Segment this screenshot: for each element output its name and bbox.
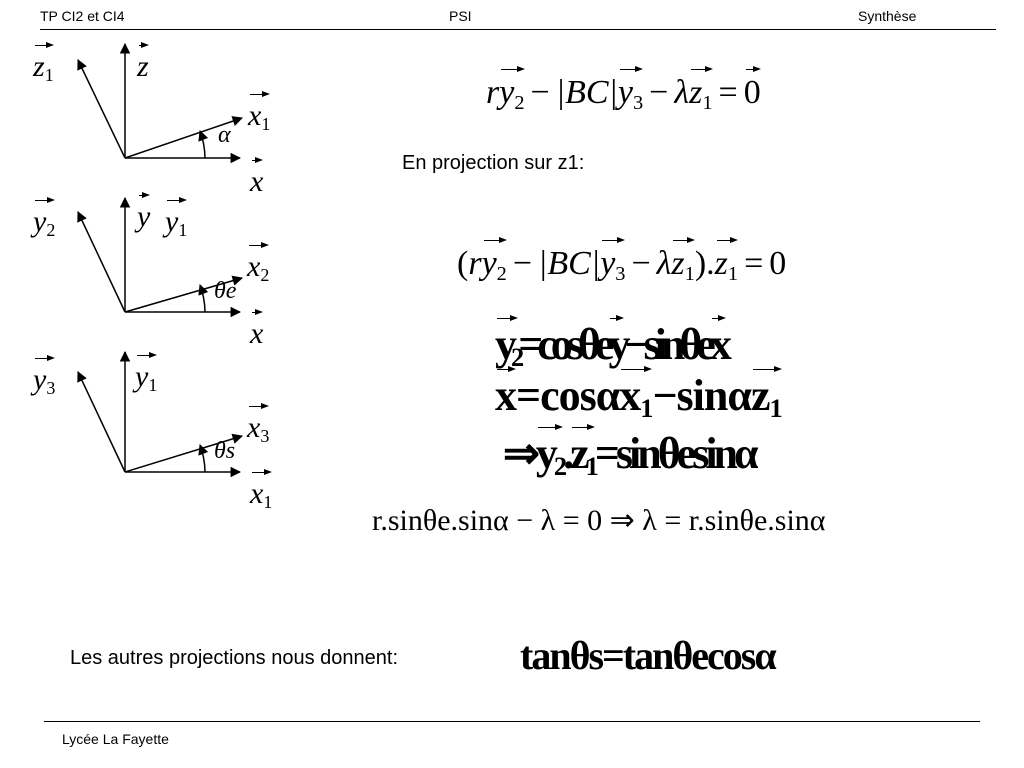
step-term: . bbox=[563, 429, 571, 478]
subscript: 2 bbox=[260, 265, 270, 286]
vector-symbol bbox=[33, 42, 54, 86]
label-y2 bbox=[33, 197, 56, 241]
eq-r: r bbox=[468, 245, 482, 282]
header-course: TP CI2 et CI4 bbox=[40, 8, 125, 24]
symbol: y bbox=[135, 360, 149, 393]
angle-label-theta-e: θe bbox=[214, 278, 237, 304]
symbol: y bbox=[600, 245, 616, 282]
symbol: z bbox=[671, 245, 685, 282]
label-y1 bbox=[165, 197, 188, 241]
eq-lambda: λ bbox=[674, 74, 690, 111]
vector-symbol bbox=[137, 192, 150, 232]
symbol: z bbox=[750, 371, 770, 420]
angle-arc-alpha bbox=[200, 131, 205, 158]
label-x2 bbox=[247, 242, 270, 286]
symbol: z bbox=[137, 50, 149, 83]
symbol: x bbox=[248, 99, 262, 132]
symbol: z bbox=[33, 50, 45, 83]
vector-symbol bbox=[165, 197, 188, 241]
symbol: x bbox=[709, 320, 726, 369]
step-dot-product bbox=[503, 424, 755, 482]
subscript: 3 bbox=[46, 378, 56, 399]
vector-symbol bbox=[247, 242, 270, 286]
vector-symbol bbox=[33, 355, 56, 399]
eq-r: r bbox=[486, 74, 500, 111]
vector-x bbox=[710, 315, 726, 367]
vector-z1 bbox=[750, 366, 782, 424]
axis-y3 bbox=[78, 372, 125, 472]
subscript: 1 bbox=[702, 91, 713, 114]
symbol: y bbox=[608, 320, 625, 369]
vector-z1 bbox=[671, 237, 695, 285]
eq-minus: − bbox=[631, 245, 651, 282]
symbol: y bbox=[165, 205, 179, 238]
vector-symbol bbox=[247, 403, 270, 447]
step-y2-decomposition bbox=[495, 315, 726, 373]
eq-close-paren-dot: ). bbox=[694, 245, 715, 282]
eq-equals: = bbox=[718, 74, 738, 111]
header-class: PSI bbox=[449, 8, 472, 24]
subscript: 2 bbox=[514, 91, 525, 114]
eq-lambda: λ bbox=[656, 245, 672, 282]
axis-y2 bbox=[78, 212, 125, 312]
eq-minus: − bbox=[530, 74, 550, 111]
symbol: z bbox=[714, 245, 728, 282]
angle-arc-theta-s bbox=[200, 445, 205, 472]
symbol: y bbox=[481, 245, 497, 282]
eq-bc: |BC| bbox=[555, 74, 618, 111]
symbol: x bbox=[619, 371, 641, 420]
vector-x bbox=[495, 366, 516, 418]
step-term: =cosθe bbox=[518, 320, 609, 369]
subscript: 1 bbox=[684, 262, 695, 285]
vector-symbol bbox=[135, 352, 158, 396]
vector-symbol bbox=[250, 309, 263, 349]
eq-open-paren: ( bbox=[457, 245, 469, 282]
subscript: 2 bbox=[46, 220, 56, 241]
footer-divider bbox=[44, 721, 980, 722]
other-projections-result: tanθs=tanθecosα bbox=[520, 633, 775, 678]
subscript: 2 bbox=[511, 342, 519, 373]
symbol: x bbox=[495, 371, 516, 420]
vector-x1 bbox=[619, 366, 653, 424]
angle-label-alpha: α bbox=[218, 122, 231, 148]
symbol: y bbox=[535, 429, 554, 478]
subscript: 2 bbox=[553, 451, 564, 482]
symbol: z bbox=[689, 74, 703, 111]
vector-z1 bbox=[714, 237, 739, 285]
step-term: −sinθe bbox=[624, 320, 710, 369]
label-z bbox=[137, 42, 149, 82]
symbol: x bbox=[247, 411, 261, 444]
label-y1 bbox=[135, 352, 158, 396]
projected-equation bbox=[457, 237, 787, 285]
symbol: y bbox=[495, 320, 511, 369]
subscript: 1 bbox=[263, 492, 273, 513]
eq-zero: 0 bbox=[769, 245, 787, 282]
subscript: 2 bbox=[496, 262, 507, 285]
step-x-decomposition bbox=[495, 366, 782, 424]
closure-equation bbox=[486, 66, 761, 114]
subscript: 3 bbox=[615, 262, 626, 285]
eq-bc: |BC| bbox=[538, 245, 601, 282]
axis-z1 bbox=[78, 60, 125, 158]
label-x1 bbox=[250, 469, 273, 513]
subscript: 1 bbox=[44, 65, 54, 86]
step-term: =sinθesinα bbox=[594, 429, 755, 478]
step-term: =cosα bbox=[516, 371, 620, 420]
symbol: y bbox=[137, 200, 151, 233]
label-x bbox=[250, 309, 263, 349]
symbol: x bbox=[250, 165, 264, 198]
eq-minus: − bbox=[649, 74, 669, 111]
vector-symbol bbox=[248, 91, 271, 135]
eq-equals: = bbox=[744, 245, 764, 282]
vector-z1 bbox=[570, 424, 595, 482]
vector-symbol bbox=[137, 42, 149, 82]
subscript: 1 bbox=[727, 262, 739, 285]
vector-y3 bbox=[600, 237, 626, 285]
symbol: y bbox=[499, 74, 515, 111]
vector-symbol bbox=[250, 157, 263, 197]
symbol: y bbox=[33, 205, 47, 238]
vector-y3 bbox=[617, 66, 644, 114]
subscript: 3 bbox=[632, 91, 644, 114]
symbol: z bbox=[570, 429, 586, 478]
vector-symbol bbox=[250, 469, 273, 513]
symbol: x bbox=[247, 250, 261, 283]
label-y3 bbox=[33, 355, 56, 399]
subscript: 3 bbox=[260, 426, 270, 447]
vector-y2 bbox=[535, 424, 564, 482]
vector-y2 bbox=[481, 237, 507, 285]
projection-label: En projection sur z1: bbox=[402, 152, 585, 174]
vector-symbol bbox=[33, 197, 56, 241]
label-x1 bbox=[248, 91, 271, 135]
symbol: y bbox=[617, 74, 633, 111]
label-x3 bbox=[247, 403, 270, 447]
subscript: 1 bbox=[148, 375, 158, 396]
vector-y bbox=[608, 315, 624, 367]
subscript: 1 bbox=[585, 451, 595, 482]
label-x bbox=[250, 157, 263, 197]
symbol: x bbox=[250, 317, 264, 350]
vector-zero: 0 bbox=[744, 66, 761, 110]
subscript: 1 bbox=[178, 220, 188, 241]
implies-symbol: ⇒ bbox=[503, 429, 536, 478]
header-section: Synthèse bbox=[858, 8, 917, 24]
label-y bbox=[137, 192, 150, 232]
result-equation: r.sinθe.sinα − λ = 0 ⇒ λ = r.sinθe.sinα bbox=[372, 504, 826, 537]
angle-label-theta-s: θs bbox=[214, 438, 236, 464]
label-z1 bbox=[33, 42, 54, 86]
vector-z1 bbox=[689, 66, 713, 114]
eq-minus: − bbox=[512, 245, 533, 282]
other-projections-label: Les autres projections nous donnent: bbox=[70, 647, 398, 669]
subscript: 1 bbox=[640, 393, 653, 424]
step-term: −sinα bbox=[652, 371, 751, 420]
footer-school: Lycée La Fayette bbox=[62, 731, 169, 747]
subscript: 1 bbox=[261, 114, 271, 135]
symbol: x bbox=[250, 477, 264, 510]
vector-y2 bbox=[495, 315, 519, 373]
subscript: 1 bbox=[769, 393, 782, 424]
symbol: y bbox=[33, 363, 47, 396]
vector-y2 bbox=[499, 66, 525, 114]
